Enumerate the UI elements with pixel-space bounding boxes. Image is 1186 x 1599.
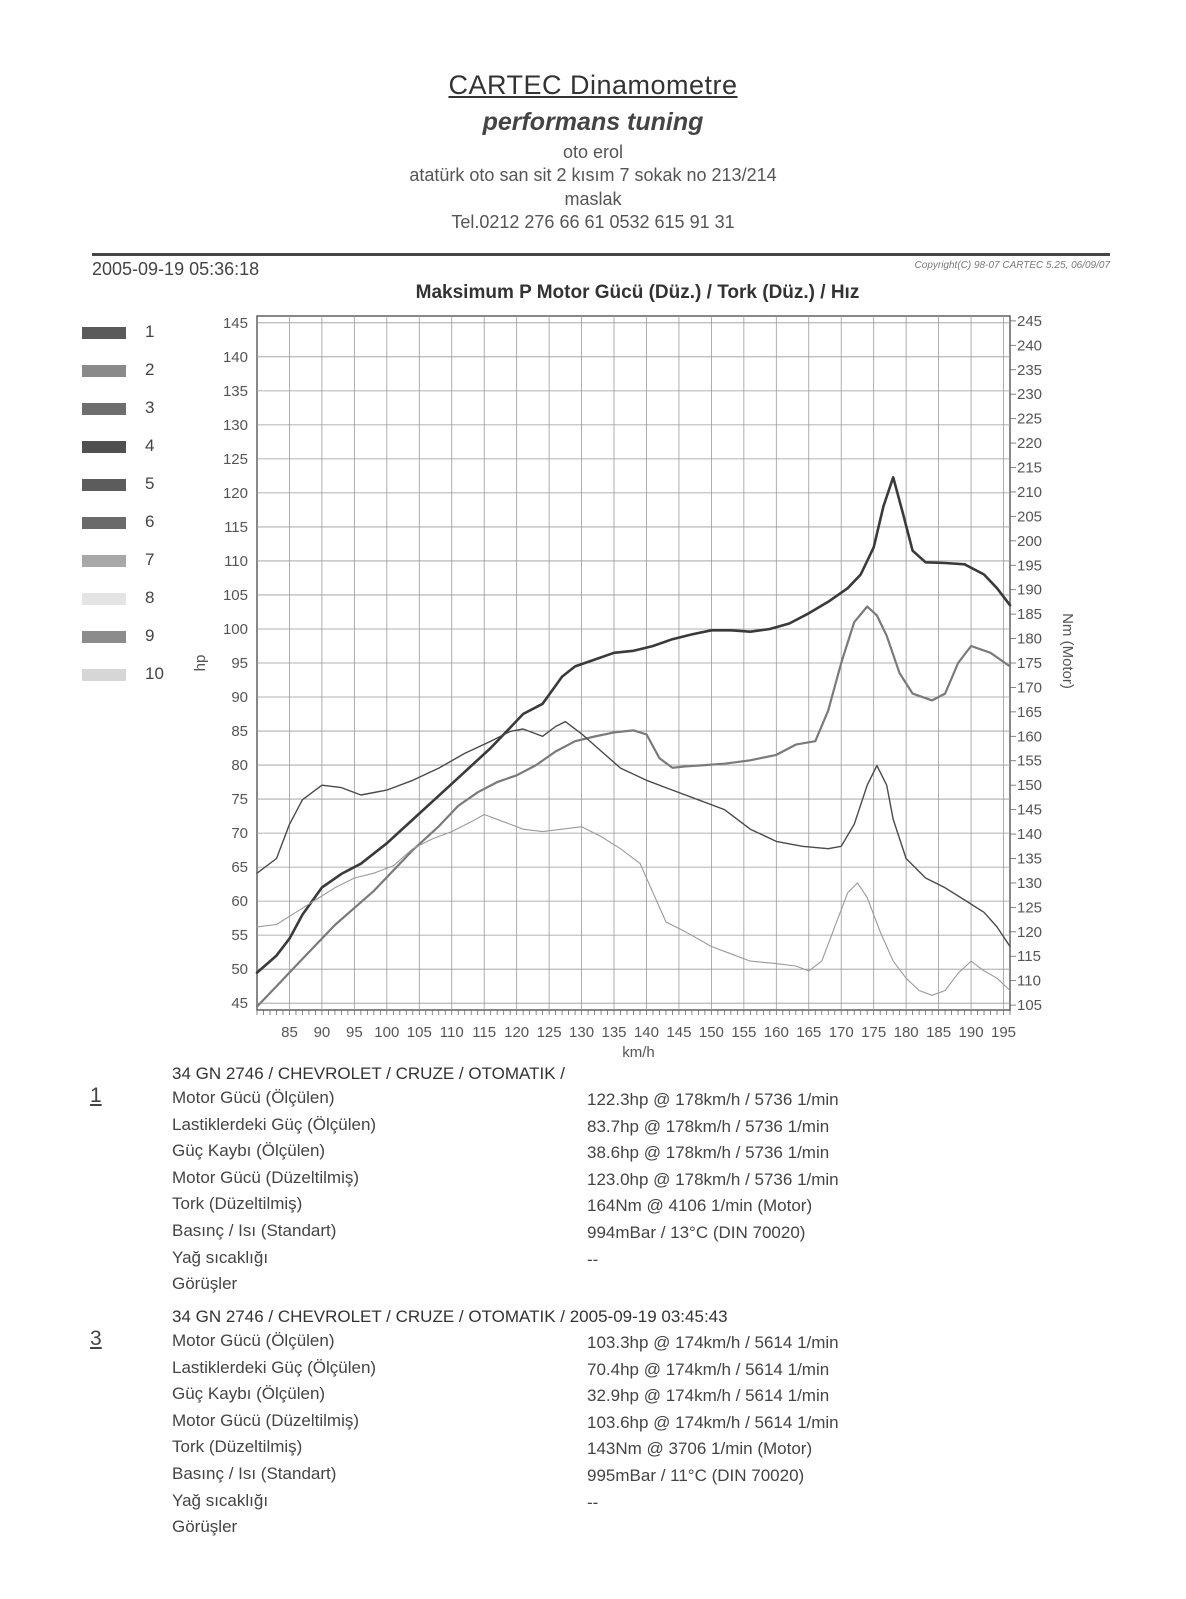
row-label: Tork (Düzeltilmiş): [172, 1437, 303, 1457]
row-label: Motor Gücü (Düzeltilmiş): [172, 1410, 360, 1430]
y-left-tick-label: 55: [231, 927, 248, 945]
x-tick-label: 135: [601, 1024, 627, 1041]
x-tick-label: 120: [504, 1024, 530, 1041]
y-right-tick-label: 200: [1017, 532, 1043, 550]
y-left-tick-label: 120: [222, 484, 248, 502]
y-right-tick-label: 240: [1017, 337, 1043, 355]
y-right-tick-label: 110: [1017, 972, 1041, 990]
row-label: Lastiklerdeki Güç (Ölçülen): [172, 1114, 377, 1134]
x-tick-label: 165: [796, 1024, 822, 1041]
x-tick-label: 185: [926, 1024, 952, 1041]
address-line: maslak: [564, 189, 622, 209]
row-value: 995mBar / 11°C (DIN 70020): [587, 1466, 805, 1485]
y-right-tick-label: 180: [1017, 630, 1043, 648]
address-line: oto erol: [562, 142, 624, 162]
legend-label: 8: [145, 588, 155, 607]
y-left-tick-label: 90: [231, 689, 248, 707]
address-line: atatürk oto san sit 2 kısım 7 sokak no 213/214: [409, 165, 777, 185]
legend-label: 1: [145, 322, 155, 341]
row-value: 164Nm @ 4106 1/min (Motor): [587, 1196, 813, 1216]
y-right-tick-label: 105: [1017, 997, 1043, 1015]
y-right-tick-label: 190: [1017, 581, 1043, 599]
x-tick-label: 85: [281, 1024, 298, 1041]
y-right-tick-label: 155: [1017, 752, 1043, 770]
x-tick-label: 145: [666, 1024, 692, 1041]
x-tick-label: 195: [990, 1024, 1017, 1041]
x-tick-label: 100: [374, 1024, 400, 1041]
x-tick-label: 95: [346, 1024, 363, 1041]
copyright-notice: Copyright(C) 98-07 CARTEC 5.25, 06/09/07: [914, 260, 1110, 271]
row-label: Basınç / Isı (Standart): [172, 1221, 337, 1240]
legend-label: 2: [145, 360, 155, 379]
y-right-tick-label: 245: [1017, 312, 1043, 330]
y-left-tick-label: 70: [231, 825, 248, 843]
run-title: 34 GN 2746 / CHEVROLET / CRUZE / OTOMATIK /: [172, 1064, 565, 1083]
legend-label: 3: [145, 398, 155, 417]
report-timestamp: 2005-09-19 05:36:18: [92, 259, 260, 279]
y-right-tick-label: 230: [1017, 386, 1043, 404]
x-tick-label: 125: [536, 1024, 562, 1041]
row-label: Görüşler: [172, 1274, 238, 1294]
series-line: [257, 815, 1010, 996]
y-right-tick-label: 170: [1017, 679, 1043, 697]
series-line: [257, 477, 1010, 972]
x-tick-label: 90: [313, 1024, 331, 1041]
y-left-tick-label: 130: [222, 416, 248, 434]
row-label: Güç Kaybı (Ölçülen): [172, 1384, 326, 1404]
x-tick-label: 130: [569, 1024, 595, 1041]
x-tick-label: 170: [828, 1024, 854, 1041]
y-left-tick-label: 85: [231, 723, 248, 741]
y-right-tick-label: 220: [1017, 435, 1043, 453]
row-value: 103.6hp @ 174km/h / 5614 1/min: [587, 1412, 839, 1432]
row-label: Yağ sıcaklığı: [172, 1490, 269, 1510]
x-tick-label: 190: [958, 1024, 984, 1041]
y-left-tick-label: 105: [222, 586, 248, 604]
y-right-tick-label: 140: [1017, 826, 1043, 844]
y-right-tick-label: 115: [1017, 948, 1041, 966]
x-tick-label: 160: [763, 1024, 789, 1041]
run-title: 34 GN 2746 / CHEVROLET / CRUZE / OTOMATIK / 2005-09-19 03:45:43: [172, 1307, 728, 1326]
row-label: Motor Gücü (Ölçülen): [172, 1088, 335, 1107]
y-left-tick-label: 110: [224, 552, 248, 570]
row-value: 122.3hp @ 178km/h / 5736 1/min: [587, 1090, 839, 1109]
y-left-tick-label: 135: [222, 382, 248, 400]
y-left-tick-label: 50: [231, 961, 248, 979]
y-left-tick-label: 100: [222, 620, 248, 638]
x-tick-label: 115: [472, 1024, 497, 1041]
row-value: --: [587, 1249, 599, 1269]
brand-tagline: performans tuning: [482, 108, 704, 136]
run-number: 1: [90, 1084, 102, 1107]
run-number: 3: [90, 1327, 102, 1350]
legend-label: 5: [145, 474, 155, 493]
y-left-tick-label: 65: [231, 859, 248, 877]
y-left-tick-label: 125: [222, 450, 248, 468]
x-tick-label: 140: [633, 1024, 659, 1041]
y-left-tick-label: 60: [231, 893, 248, 911]
y-right-tick-label: 175: [1017, 655, 1043, 672]
row-label: Tork (Düzeltilmiş): [172, 1194, 303, 1214]
x-tick-label: 155: [731, 1024, 757, 1041]
row-value: 70.4hp @ 174km/h / 5614 1/min: [587, 1359, 830, 1379]
series-line: [257, 722, 1010, 947]
y-left-tick-label: 45: [231, 995, 248, 1013]
y-right-tick-label: 225: [1017, 410, 1043, 428]
y-right-tick-label: 195: [1017, 557, 1043, 575]
series-line: [257, 607, 1010, 1007]
row-value: 38.6hp @ 178km/h / 5736 1/min: [587, 1143, 830, 1163]
chart-title: Maksimum P Motor Gücü (Düz.) / Tork (Düz.) / Hız: [415, 282, 860, 303]
legend-label: 7: [145, 550, 155, 569]
y-right-tick-label: 150: [1017, 777, 1043, 795]
row-label: Motor Gücü (Ölçülen): [172, 1331, 335, 1350]
y-right-tick-label: 160: [1017, 728, 1043, 746]
y-right-tick-label: 130: [1017, 874, 1043, 892]
legend-label: 6: [145, 512, 155, 531]
y-right-tick-label: 185: [1017, 606, 1043, 624]
row-label: Lastiklerdeki Güç (Ölçülen): [172, 1357, 377, 1377]
row-label: Yağ sıcaklığı: [172, 1247, 269, 1267]
y-right-tick-label: 215: [1017, 459, 1043, 477]
y-right-tick-label: 210: [1017, 483, 1043, 501]
y-right-tick-label: 120: [1017, 923, 1043, 941]
y-right-tick-label: 205: [1017, 508, 1043, 526]
row-value: 83.7hp @ 178km/h / 5736 1/min: [587, 1116, 830, 1136]
x-tick-label: 175: [861, 1024, 887, 1041]
y-left-tick-label: 80: [231, 757, 248, 775]
row-value: 103.3hp @ 174km/h / 5614 1/min: [587, 1333, 839, 1352]
row-label: Motor Gücü (Düzeltilmiş): [172, 1167, 360, 1187]
row-value: 143Nm @ 3706 1/min (Motor): [587, 1439, 813, 1459]
y-left-tick-label: 145: [222, 314, 248, 332]
row-value: 32.9hp @ 174km/h / 5614 1/min: [587, 1386, 830, 1406]
brand-title: CARTEC Dinamometre: [448, 70, 738, 100]
legend-label: 10: [145, 664, 164, 683]
y-left-tick-label: 140: [222, 348, 248, 366]
y-right-tick-label: 145: [1017, 801, 1043, 819]
row-value: --: [587, 1492, 599, 1512]
y-left-tick-label: 75: [231, 791, 248, 809]
row-label: Basınç / Isı (Standart): [172, 1464, 337, 1483]
y-right-tick-label: 135: [1017, 850, 1043, 868]
x-tick-label: 110: [439, 1024, 464, 1041]
y-left-tick-label: 115: [224, 518, 248, 536]
row-value: 994mBar / 13°C (DIN 70020): [587, 1223, 806, 1242]
row-label: Görüşler: [172, 1517, 238, 1537]
legend-label: 4: [145, 436, 155, 455]
y-right-axis-label: Nm (Motor): [1059, 613, 1076, 689]
y-left-tick-label: 95: [231, 655, 248, 672]
x-tick-label: 150: [698, 1024, 724, 1041]
legend-label: 9: [145, 626, 155, 645]
y-right-tick-label: 165: [1017, 703, 1043, 721]
y-right-tick-label: 235: [1017, 361, 1043, 379]
x-axis-label: km/h: [622, 1044, 655, 1060]
row-label: Güç Kaybı (Ölçülen): [172, 1141, 326, 1161]
y-left-axis-label: hp: [192, 654, 209, 672]
x-tick-label: 105: [406, 1024, 432, 1041]
x-tick-label: 180: [893, 1024, 919, 1041]
phone-line: Tel.0212 276 66 61 0532 615 91 31: [451, 212, 735, 232]
y-right-tick-label: 125: [1017, 899, 1043, 917]
row-value: 123.0hp @ 178km/h / 5736 1/min: [587, 1169, 839, 1189]
